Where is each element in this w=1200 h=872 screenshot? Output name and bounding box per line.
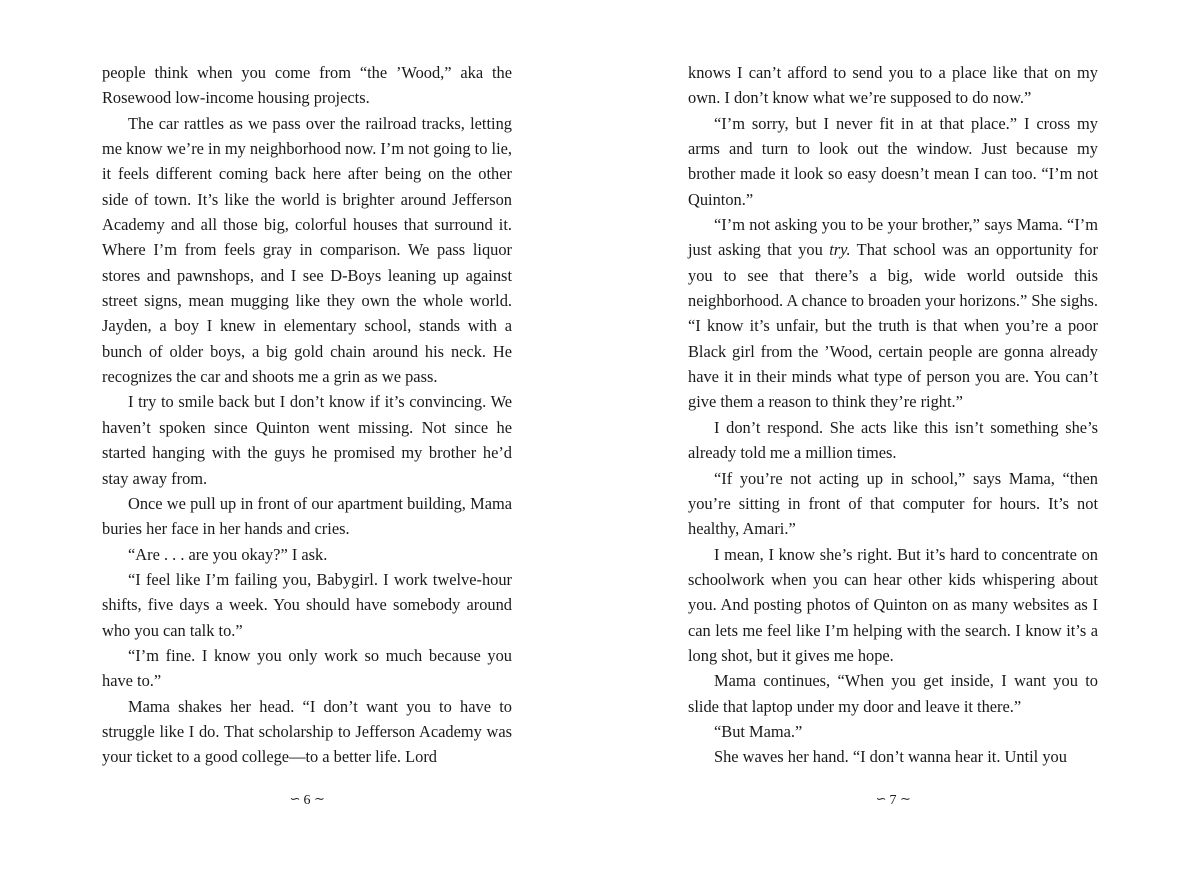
paragraph: Mama continues, “When you get inside, I want you to slide that laptop under my door and leave it there.”	[688, 671, 1098, 716]
emphasis-text: try.	[829, 240, 851, 260]
paragraph: “If you’re not acting up in school,” says Mama, “then you’re sitting in front of that computer for hours. It’s not healthy, Amari.”	[688, 468, 1098, 539]
paragraph: The car rattles as we pass over the railroad tracks, letting me know we’re in my neighborhood now. I’m not going to lie, it feels different coming back here after being on the other side of town. It’s like the world is brighter around Jefferson Academy and all those big, colorful houses that surround it. Where I’m from feels gray in comparison. We pass liquor stores and pawnshops, and I see D-Boys leaning up against street signs, mean mugging like they own the whole world. Jayden, a boy I knew in elementary school, stands with a bunch of older boys, a big gold chain around his neck. He recognizes the car and shoots me a grin as we pass.	[102, 113, 512, 387]
fleuron-icon: ∽	[875, 791, 887, 806]
paragraph: I try to smile back but I don’t know if it’s convincing. We haven’t spoken since Quinton went missing. Not since he started hanging with the guys he promised my brother he’d stay away from.	[102, 392, 512, 488]
fleuron-icon: ∽	[899, 791, 911, 806]
paragraph: knows I can’t afford to send you to a place like that on my own. I don’t know what we’re supposed to do now.”	[688, 63, 1098, 108]
page-number: 7	[889, 793, 897, 808]
paragraph	[688, 212, 1098, 415]
paragraph: I mean, I know she’s right. But it’s hard to concentrate on schoolwork when you can hear other kids whispering about you. And posting photos of Quinton on as many websites as I can lets me feel like I’m helping with the search. I know it’s a long shot, but it gives me hope.	[688, 544, 1098, 665]
paragraph: Mama shakes her head. “I don’t want you to have to struggle like I do. That scholarship to Jefferson Academy was your ticket to a good college—to a better life. Lord	[102, 696, 512, 767]
page-number: 6	[303, 793, 311, 808]
paragraph: I don’t respond. She acts like this isn’t something she’s already told me a million times.	[688, 417, 1098, 463]
paragraph-text: That school was an opportunity for you to see that there’s a big, wide world outside this neighborhood. A chance to broaden your horizons.” She sighs. “I know it’s unfair, but the truth is that when you’re a poor Black girl from the ’Wood, certain people are gonna already have it in their minds what type of person you are. You can’t give them a reason to think they’re right.”	[688, 240, 1098, 412]
paragraph-text: “I’m not asking you to be your brother,” says Mama. “I’m just asking that you	[688, 215, 1098, 260]
paragraph: “I’m fine. I know you only work so much because you have to.”	[102, 645, 512, 691]
paragraph: people think when you come from “the ’Wood,” aka the Rosewood low-income housing projects.	[102, 63, 512, 108]
page-number-right	[688, 792, 1098, 809]
paragraph: “I’m sorry, but I never fit in at that place.” I cross my arms and turn to look out the window. Just because my brother made it look so easy doesn’t mean I can too. “I’m not Quinton.”	[688, 113, 1098, 209]
fleuron-icon: ∽	[313, 791, 325, 806]
page-number-left	[102, 792, 512, 809]
left-page	[102, 60, 512, 770]
right-page	[688, 60, 1098, 770]
paragraph: She waves her hand. “I don’t wanna hear it. Until you	[714, 747, 1067, 767]
paragraph: “Are . . . are you okay?” I ask.	[128, 544, 328, 564]
paragraph: “I feel like I’m failing you, Babygirl. I work twelve-hour shifts, five days a week. You should have somebody around who you can talk to.”	[102, 569, 512, 640]
paragraph: Once we pull up in front of our apartment building, Mama buries her face in her hands and cries.	[102, 493, 512, 539]
paragraph: “But Mama.”	[714, 721, 803, 741]
fleuron-icon: ∽	[289, 791, 301, 806]
